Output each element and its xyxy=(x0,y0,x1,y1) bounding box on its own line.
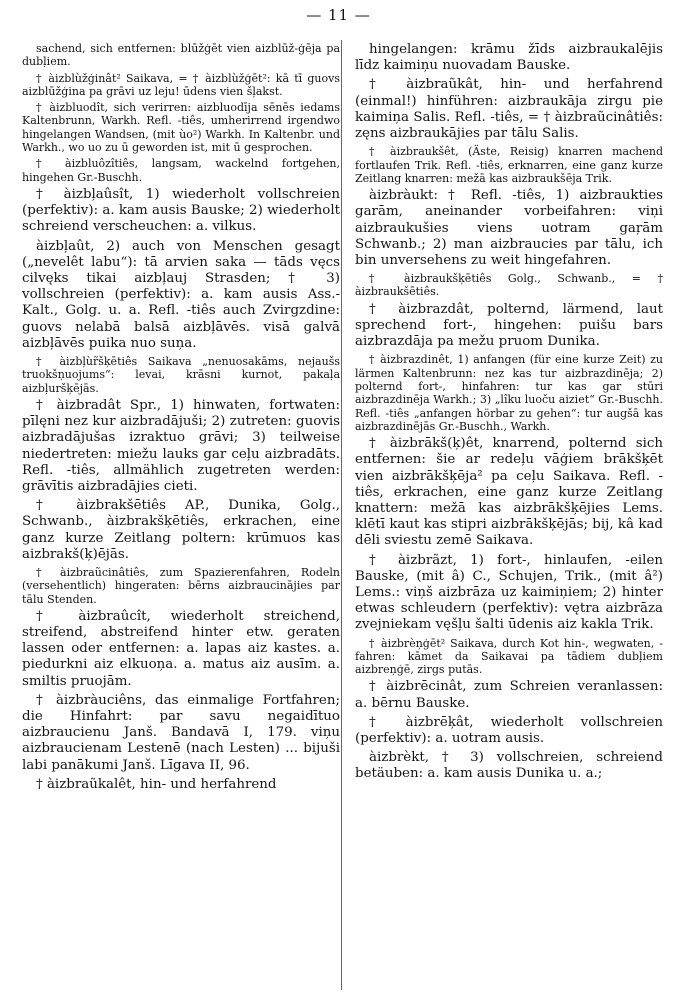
right-column xyxy=(355,42,663,786)
dictionary-entry: † àizbraũcinâtiês, zum Spazierenfahren, Rodeln (versehentlich) hingeraten: bērns aizbraucinājies par tālu Stenden. xyxy=(22,565,340,606)
dictionary-entry: † àizbrazdât, polternd, lärmend, laut sprechend fort-, hingehen: puišu bars aizbrazdāja pa mežu pruom Dunika. xyxy=(355,301,663,350)
dictionary-entry: † àizbrakšētiês AP., Dunika, Golg., Schwanb., àizbrakšķētiês, erkrachen, eine ganz kurze Zeitlang poltern: krūmuos kas aizbrakš(ķ)ējās. xyxy=(22,498,340,562)
dictionary-entry: hingelangen: krāmu žīds aizbraukalējis līdz kaimiņu nuovadam Bauske. xyxy=(355,42,663,74)
dictionary-entry: † àizbrākš(ķ)êt, knarrend, polternd sich entfernen: šie ar redeļu vāģiem brākšķēt vien aizbrākšķēja² pa ceļu Saikava. Refl. -tiês, erkrachen, eine ganz kurze Zeitlang knattern: mežā kas aizbrākšķējies Lems. klētī kaut kas stipri aizbrākšķējās; bij, kâ kad dēli sviestu zemē Saikava. xyxy=(355,436,663,549)
column-divider xyxy=(341,40,342,990)
dictionary-entry: † àizblùžģinât² Saikava, = † àizblùžģēt²: kā tī guovs aizblūžģina pa grāvi uz leju! ūdens vien šļakst. xyxy=(22,71,340,98)
dictionary-entry: † àizbraukšķētiês Golg., Schwanb., = † àizbraukšētiês. xyxy=(355,272,663,299)
dictionary-entry: sachend, sich entfernen: blūžģēt vien aizblūž-ģēja pa dubļiem. xyxy=(22,42,340,69)
dictionary-entry: † àizbrèņģēt² Saikava, durch Kot hin-, wegwaten, -fahren: kāmet da Saikavai pa tādiem dubļiem aizbreņģē, zirgs putās. xyxy=(355,636,663,677)
left-column xyxy=(22,42,340,796)
dictionary-entry: àizbrèkt, † 3) vollschreien, schreiend betäuben: a. kam ausis Dunika u. a.; xyxy=(355,750,663,782)
dictionary-entry: † àizbradât Spr., 1) hinwaten, fortwaten: pīlęni nez kur aizbradājuši; 2) zutreten: guovis aizbradājušas izraktuo grāvi; 3) teilweise niedertreten: miežu lauks gar ceļu aizbradāts. Refl. -tiês, allmählich zugetreten werden: grāvītis aizbradājies cieti. xyxy=(22,397,340,494)
dictionary-entry: † àizbraũkât, hin- und herfahrend (einmal!) hinführen: aizbraukāja zirgu pie kaimiņa Salis. Refl. -tiês, = † àizbraũcinâtiês: zęns aizbraukājies par tālu Salis. xyxy=(355,77,663,142)
dictionary-entry: † àizbrazdinêt, 1) anfangen (für eine kurze Zeit) zu lärmen Kaltenbrunn: nez kas tur aizbrazdinēja; 2) polternd fort-, hinfahren: tur kas gar stūri aizbrazdinēja Warkh.; 3) „lîku luoču aiziet“ Gr.-Buschh. Refl. -tiês „anfangen hörbar zu gehen“: tur augšā kas aizbrazdinējās Gr.-Buschh., Warkh. xyxy=(355,353,663,433)
dictionary-entry: † àizbraukšêt, (Äste, Reisig) knarren machend fortlaufen Trik. Refl. -tiês, erknarren, eine ganz kurze Zeitlang knarren: mežā kas aizbraukšēja Trik. xyxy=(355,145,663,185)
dictionary-entry: † àizbràuciêns, das einmalige Fortfahren; die Hinfahrt: par savu negaidītuo aizbraucienu Janš. Bandavā I, 179. viņu aizbraucienam Lestenē (nach Lesten) ... bijuši labi panākumi Janš. Līgava II, 96. xyxy=(22,692,340,773)
dictionary-entry: àizbràukt: † Refl. -tiês, 1) aizbraukties garām, aneinander vorbeifahren: viņi aizbraukušies viens uotram gaŗām Schwanb.; 2) man aizbraucies par tālu, ich bin unversehens zu weit hingefahren. xyxy=(355,188,663,268)
dictionary-entry: † àizbrēķât, wiederholt vollschreien (perfektiv): a. uotram ausis. xyxy=(355,714,663,747)
dictionary-entry: àizbļaût, 2) auch von Menschen gesagt („nevelêt labu“): tā arvien saka — tāds vęcs cilvęks tikai aizbļauj Strasden; † 3) vollschreien (perfektiv): a. kam ausis Ass.-Kalt., Golg. u. a. Refl. -tiês auch Zvirgzdine: guovs nelabā balsā aizbļāvēs. visā galvā aizbļāvēs puika nuo suņa. xyxy=(22,238,340,351)
dictionary-entry: † àizbraûcît, wiederholt streichend, streifend, abstreifend hinter etw. geraten lassen oder entfernen: a. lapas aiz kastes. a. piedurkni aiz elkuoņa. a. matus aiz ausīm. a. smiltis pruojām. xyxy=(22,608,340,689)
dictionary-entry: † àizbluôzîtiês, langsam, wackelnd fortgehen, hingehen Gr.-Buschh. xyxy=(22,157,340,184)
dictionary-entry: † àizbrãzt, 1) fort-, hinlaufen, -eilen Bauske, (mit â) C., Schujen, Trik., (mit â²) Lems.: viņš aizbrāza uz kaimiņiem; 2) hinter etwas schleudern (perfektiv): vętra aizbrāza zvejniekam vęšļu šalti ūdenis aiz kakla Trik. xyxy=(355,552,663,633)
dictionary-entry: † àizbļaûsît, 1) wiederholt vollschreien (perfektiv): a. kam ausis Bauske; 2) wiederholt schreiend verscheuchen: a. vilkus. xyxy=(22,186,340,235)
dictionary-entry: † àizbrēcinât, zum Schreien veranlassen: a. bērnu Bauske. xyxy=(355,679,663,711)
dictionary-entry: † àizbluodît, sich verirren: aizbluodīja sēnēs iedams Kaltenbrunn, Warkh. Refl. -tiês, umherirrend irgendwo hingelangen Wandsen, (mit ùo²) Warkh. In Kaltenbr. und Warkh., wo uo zu ū geworden ist, mit ū gesprochen. xyxy=(22,101,340,155)
page-number: — 11 — xyxy=(306,6,371,24)
dictionary-entry: † àizbraũkalêt, hin- und herfahrend xyxy=(36,776,277,792)
dictionary-entry: † àizbļùr̃šķētiês Saikava „nenuosakāms, nejaušs truokšņuojums“: levai, krāsni kurnot, pakaļa aizbļuršķējās. xyxy=(22,355,340,395)
